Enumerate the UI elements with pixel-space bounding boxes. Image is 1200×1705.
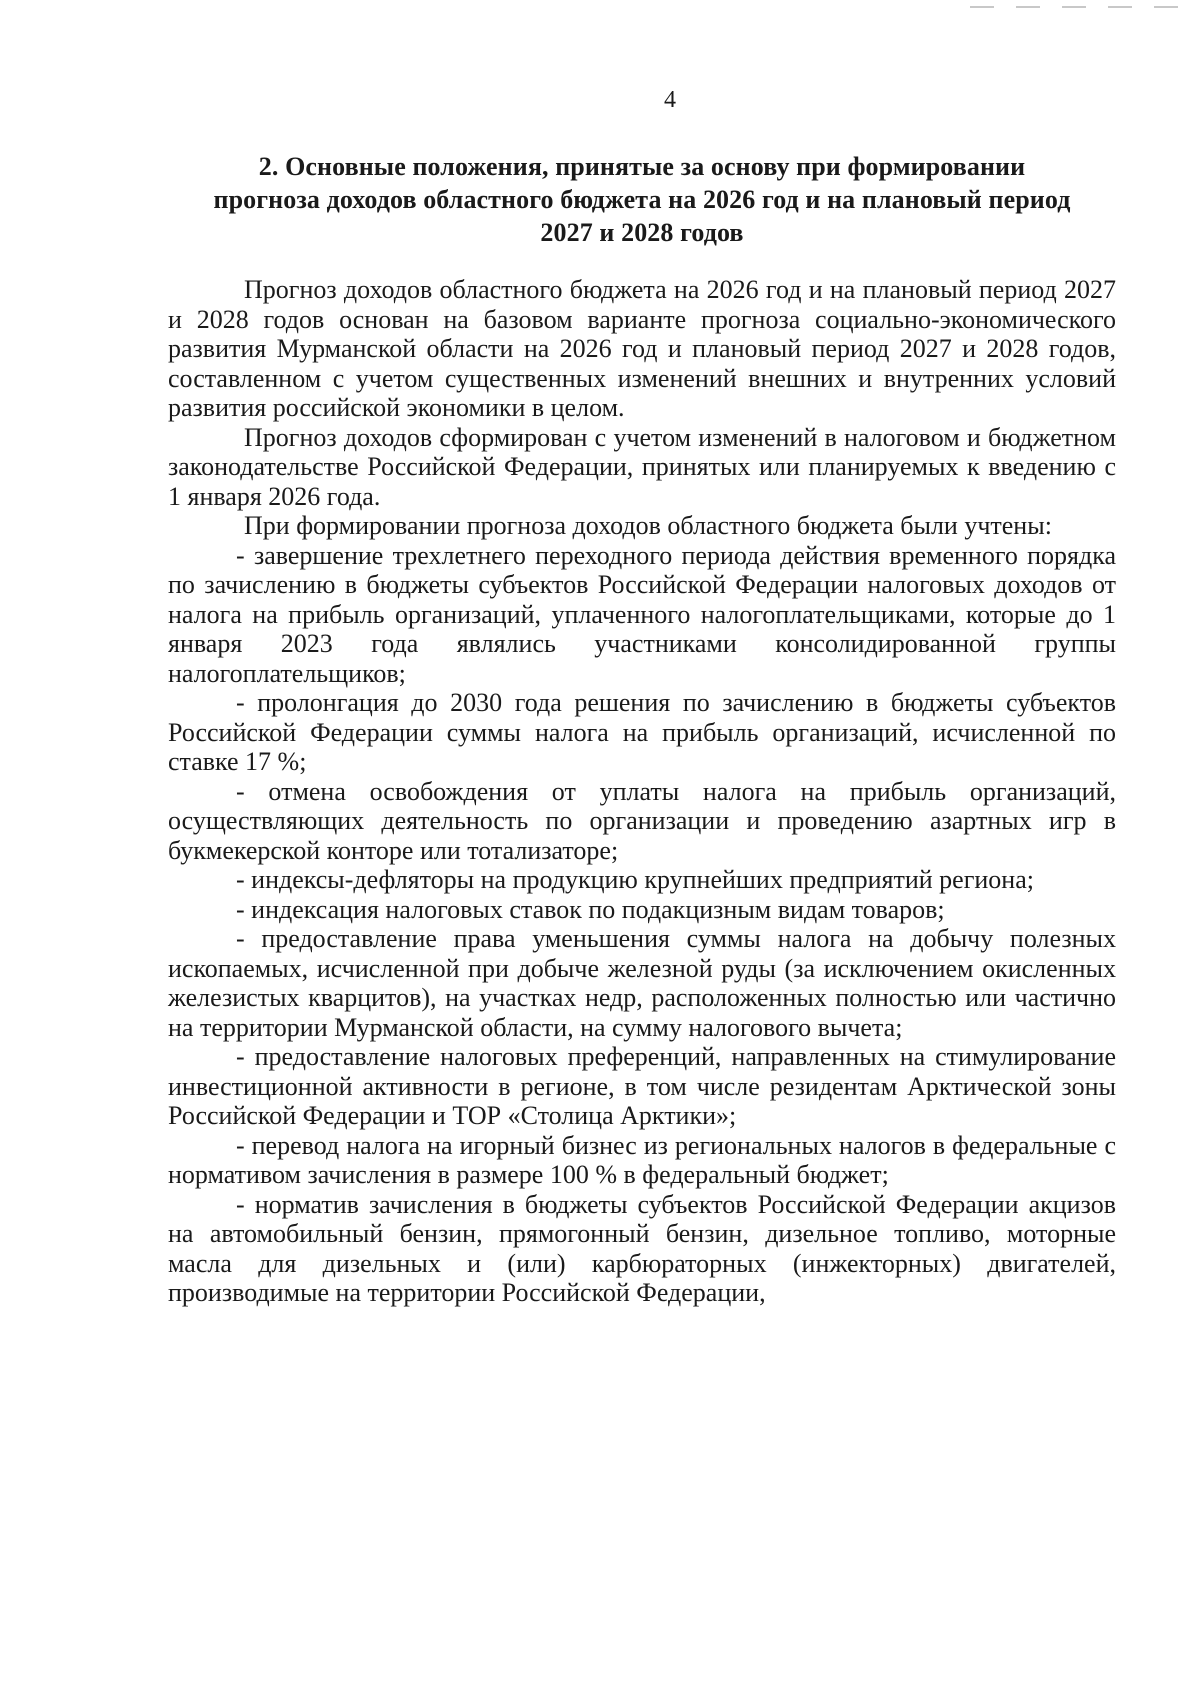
scan-edge-marks xyxy=(970,6,1178,8)
section-title xyxy=(168,150,1116,249)
paragraph: Прогноз доходов сформирован с учетом изменений в налоговом и бюджетном законодательстве Российской Федерации, принятых или планируемых к введению с 1 января 2026 года. xyxy=(168,422,1116,511)
list-item: - индексы-дефляторы на продукцию крупнейших предприятий региона; xyxy=(236,865,1034,894)
list-item: - отмена освобождения от уплаты налога на прибыль организаций, осуществляющих деятельность по организации и проведению азартных игр в букмекерской конторе или тотализаторе; xyxy=(168,776,1116,865)
list-item: - предоставление права уменьшения суммы налога на добычу полезных ископаемых, исчисленной при добыче железной руды (за исключением окисленных железистых кварцитов), на участках недр, расположенных полностью или частично на территории Мурманской области, на сумму налогового вычета; xyxy=(168,924,1116,1042)
section-title-line: 2027 и 2028 годов xyxy=(540,218,744,247)
page-number: 4 xyxy=(664,87,676,113)
list-item: - перевод налога на игорный бизнес из региональных налогов в федеральные с нормативом зачисления в размере 100 % в федеральный бюджет; xyxy=(168,1130,1116,1189)
paragraph: При формировании прогноза доходов областного бюджета были учтены: xyxy=(244,511,1052,540)
section-title-line: прогноза доходов областного бюджета на 2026 год и на плановый период xyxy=(213,185,1071,214)
list-item: - предоставление налоговых преференций, направленных на стимулирование инвестиционной активности в регионе, в том числе резидентам Арктической зоны Российской Федерации и ТОР «Столица Арктики»; xyxy=(168,1042,1116,1130)
list-item: - пролонгация до 2030 года решения по зачислению в бюджеты субъектов Российской Федерации суммы налога на прибыль организаций, исчисленной по ставке 17 %; xyxy=(168,688,1116,776)
paragraph: Прогноз доходов областного бюджета на 2026 год и на плановый период 2027 и 2028 годов основан на базовом варианте прогноза социально-экономического развития Мурманской области на 2026 год и плановый период 2027 и 2028 годов, составленном с учетом существенных изменений внешних и внутренних условий развития российской экономики в целом. xyxy=(168,275,1116,422)
section-title-line: 2. Основные положения, принятые за основу при формировании xyxy=(258,152,1026,181)
document-body xyxy=(168,275,1116,1308)
list-item: - индексация налоговых ставок по подакцизным видам товаров; xyxy=(236,894,945,924)
list-item: - завершение трехлетнего переходного периода действия временного порядка по зачислению в бюджеты субъектов Российской Федерации налоговых доходов от налога на прибыль организаций, уплаченного налогоплательщиками, которые до 1 января 2023 года являлись участниками консолидированной группы налогоплательщиков; xyxy=(168,540,1116,688)
list-item: - норматив зачисления в бюджеты субъектов Российской Федерации акцизов на автомобильный бензин, прямогонный бензин, дизельное топливо, моторные масла для дизельных и (или) карбюраторных (инжекторных) двигателей, производимые на территории Российской Федерации, xyxy=(168,1189,1116,1307)
